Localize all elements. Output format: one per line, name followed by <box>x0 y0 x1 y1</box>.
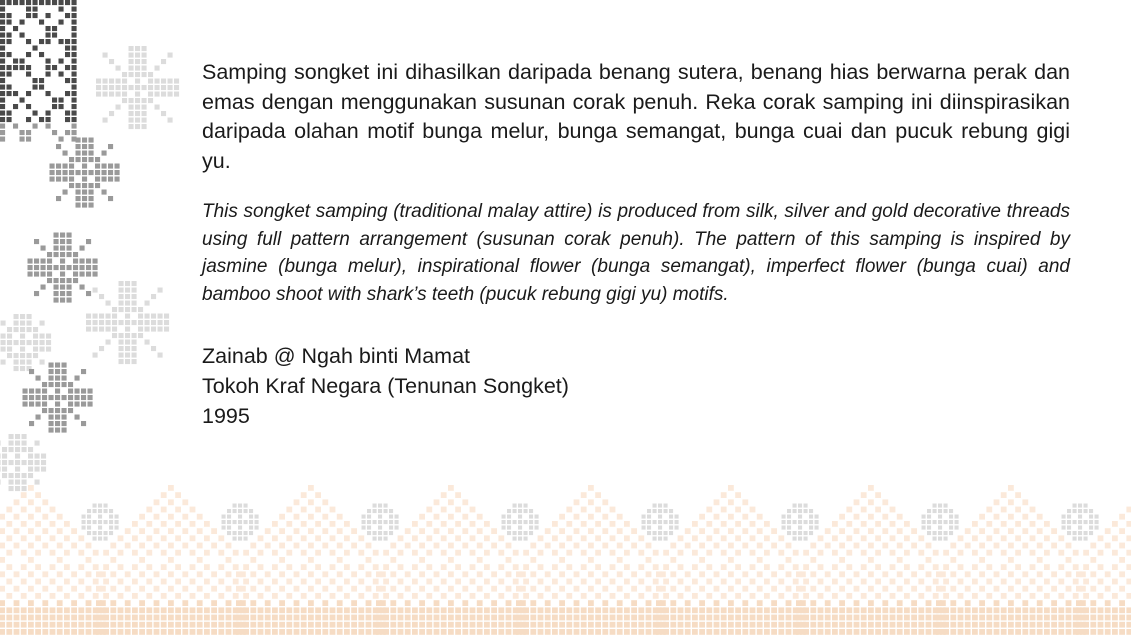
left-songket-motif-decoration <box>0 0 190 500</box>
maker-credits <box>202 341 1070 431</box>
description-english: This songket samping (traditional malay attire) is produced from silk, silver and gold decorative threads using full pattern arrangement (susunan corak penuh). The pattern of this samping is inspired by jasmine (bunga melur), inspirational flower (bunga semangat), imperfect flower (bunga cuai) and bamboo shoot with shark’s teeth (pucuk rebung gigi yu) motifs. <box>202 201 1070 305</box>
description-malay: Samping songket ini dihasilkan daripada benang sutera, benang hias berwarna perak dan emas dengan menggunakan susunan corak penuh. Reka corak samping ini diinspirasikan daripada olahan motif bunga melur, bunga semangat, bunga cuai dan pucuk rebung gigi yu. <box>202 60 1070 173</box>
maker-name: Zainab @ Ngah binti Mamat <box>202 344 471 368</box>
maker-title: Tokoh Kraf Negara (Tenunan Songket) <box>202 374 569 398</box>
maker-year: 1995 <box>202 404 250 428</box>
bottom-pucuk-rebung-border <box>0 485 1131 639</box>
description-panel <box>202 58 1070 431</box>
